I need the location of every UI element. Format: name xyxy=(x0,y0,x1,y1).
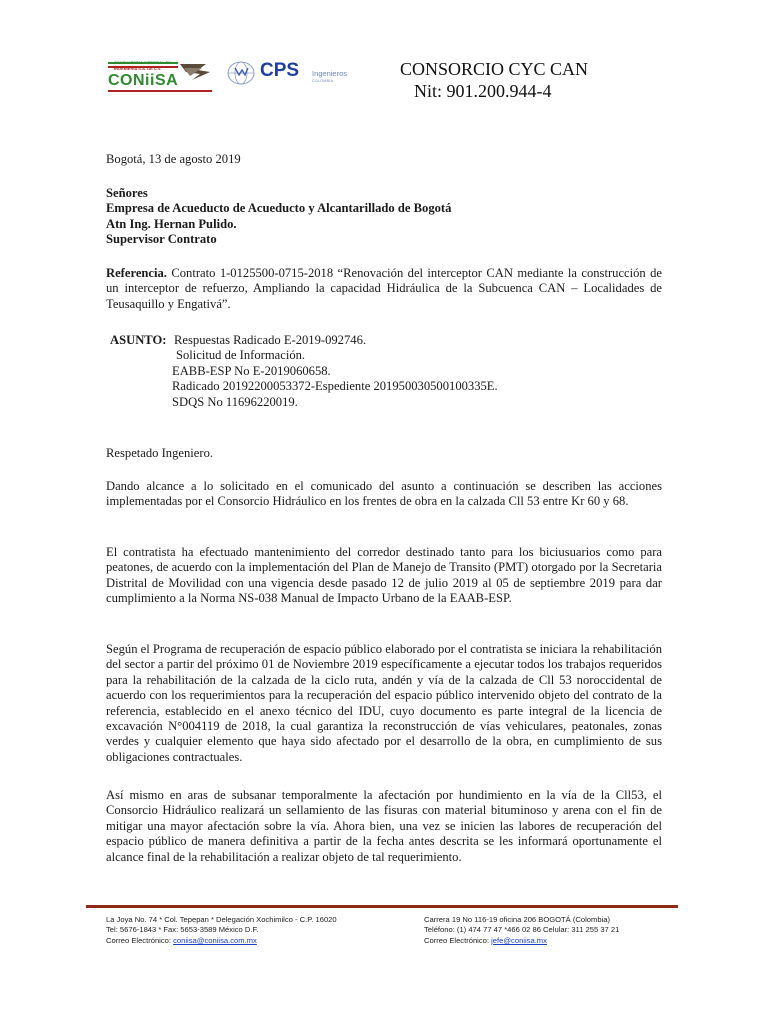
recipient-line: Empresa de Acueducto de Acueducto y Alcantarillado de Bogotá xyxy=(106,201,452,216)
footer-left xyxy=(106,915,337,946)
footer-right-address: Carrera 19 No 116-19 oficina 206 BOGOTÁ (Colombia) xyxy=(424,915,610,924)
asunto-line: Radicado 20192200053372-Espediente 201950030500100335E. xyxy=(172,379,498,394)
body-paragraph: El contratista ha efectuado mantenimiento del corredor destinado tanto para los biciusuarios como para peatones, de acuerdo con la implementación del Plan de Manejo de Transito (PMT) otorgado por la Secretaria Distrital de Movilidad con una vigencia desde pasado 12 de julio 2019 al 05 de septiembre 2019 para dar cumplimiento a la Norma NS-038 Manual de Impacto Urbano de la EAAB-ESP. xyxy=(106,545,662,606)
footer-left-address: La Joya No. 74 * Col. Tepepan * Delegación Xochimilco - C.P. 16020 xyxy=(106,915,337,924)
footer-right-phones: Teléfono: (1) 474 77 47 *466 02 86 Celular: 311 255 37 21 xyxy=(424,925,620,935)
asunto-line: Solicitud de Información. xyxy=(176,348,306,363)
footer-divider xyxy=(86,905,678,908)
footer-left-email-label: Correo Electrónico: xyxy=(106,935,174,945)
cps-logo-name: CPS xyxy=(260,60,300,81)
asunto-line: SDQS No 11696220019. xyxy=(172,394,298,409)
reference-text: Contrato 1-0125500-0715-2018 “Renovación del interceptor CAN mediante la construcción de un interceptor de refuerzo, Ampliando la capacidad Hidráulica de la Subcuenca CAN – Localidades de Teusaquillo y Engativá”. xyxy=(106,266,662,311)
recipient-line: Supervisor Contrato xyxy=(106,232,217,247)
body-paragraph: Así mismo en aras de subsanar temporalmente la afectación por hundimiento en la vía de la Cll53, el Consorcio Hidráulico realizará un sellamiento de las fisuras con material bituminoso y arena con el fin de mitigar una mayor afectación sobre la vía. Ahora bien, una vez se inicien las labores de recuperación del espacio público de manera definitiva a partir de la fecha antes descrita se les informará oportunamente el alcance final de la rehabilitación a realizar objeto de tal requerimiento. xyxy=(106,788,662,864)
company-header xyxy=(400,58,588,102)
body-paragraph: Dando alcance a lo solicitado en el comunicado del asunto a continuación se describen las acciones implementadas por el Consorcio Hidráulico en los frentes de obra en la calzada Cll 53 entre Kr 60 y 68. xyxy=(106,479,662,509)
coniisa-logo-small-text-2: INGENIERIA S.A. DE C.V. xyxy=(114,66,162,71)
coniisa-logo-small-text-1: CONSULTORIA INTEGRAL EN xyxy=(114,60,171,65)
salutation: Respetado Ingeniero. xyxy=(106,446,214,460)
footer-right xyxy=(424,915,619,946)
coniisa-logo-name: CONiiSA xyxy=(108,72,179,89)
company-nit: Nit: 901.200.944-4 xyxy=(414,81,552,101)
footer-right-email-link[interactable]: jefe@coniisa.mx xyxy=(491,935,547,945)
recipient-line: Atn Ing. Hernan Pulido. xyxy=(106,216,237,231)
asunto-lines xyxy=(174,333,498,410)
footer-left-phones: Tel: 5676-1843 * Fax: 5653-3589 México D.F. xyxy=(106,925,259,935)
cps-globe-icon xyxy=(226,60,256,86)
coniisa-logo xyxy=(106,58,214,94)
asunto-block xyxy=(110,333,166,348)
cps-logo-country: COLOMBIA xyxy=(312,79,334,83)
asunto-line: Respuestas Radicado E-2019-092746. xyxy=(174,333,367,347)
cps-logo xyxy=(226,58,351,88)
recipient-block xyxy=(106,186,451,248)
recipient-line: Señores xyxy=(106,186,148,200)
company-name: CONSORCIO CYC CAN xyxy=(400,59,589,79)
reference-paragraph xyxy=(106,266,662,312)
cps-logo-subtitle: Ingenieros xyxy=(312,69,348,78)
reference-label: Referencia. xyxy=(106,266,167,280)
footer-right-email-label: Correo Electrónico: xyxy=(424,935,492,945)
asunto-line: EABB-ESP No E-2019060658. xyxy=(172,363,331,378)
body-paragraph: Según el Programa de recuperación de espacio público elaborado por el contratista se iniciara la rehabilitación del sector a partir del próximo 01 de Noviembre 2019 específicamente a ejecutar todos los trabajos requeridos para la rehabilitación de la calzada de la ciclo ruta, andén y vía de la calzada de Cll 53 noroccidental de acuerdo con los requerimientos para la recuperación del espacio público intervenido objeto del contrato de la referencia, establecido en el anexo técnico del IDU, cuyo documento es parte integral de la licencia de excavación N°004119 de 2018, la cual garantiza la reconstrucción de vías vehiculares, peatonales, zonas verdes y cualquier elemento que haya sido afectado por el desarrollo de la obra, en cumplimiento de sus obligaciones contractuales. xyxy=(106,642,662,764)
footer-left-email-link[interactable]: coniisa@coniisa.com.mx xyxy=(173,935,257,945)
asunto-label: ASUNTO: xyxy=(110,333,167,347)
footer-right-email-line xyxy=(424,936,619,946)
letter-date: Bogotá, 13 de agosto 2019 xyxy=(106,152,241,166)
footer-left-email-line xyxy=(106,936,337,946)
